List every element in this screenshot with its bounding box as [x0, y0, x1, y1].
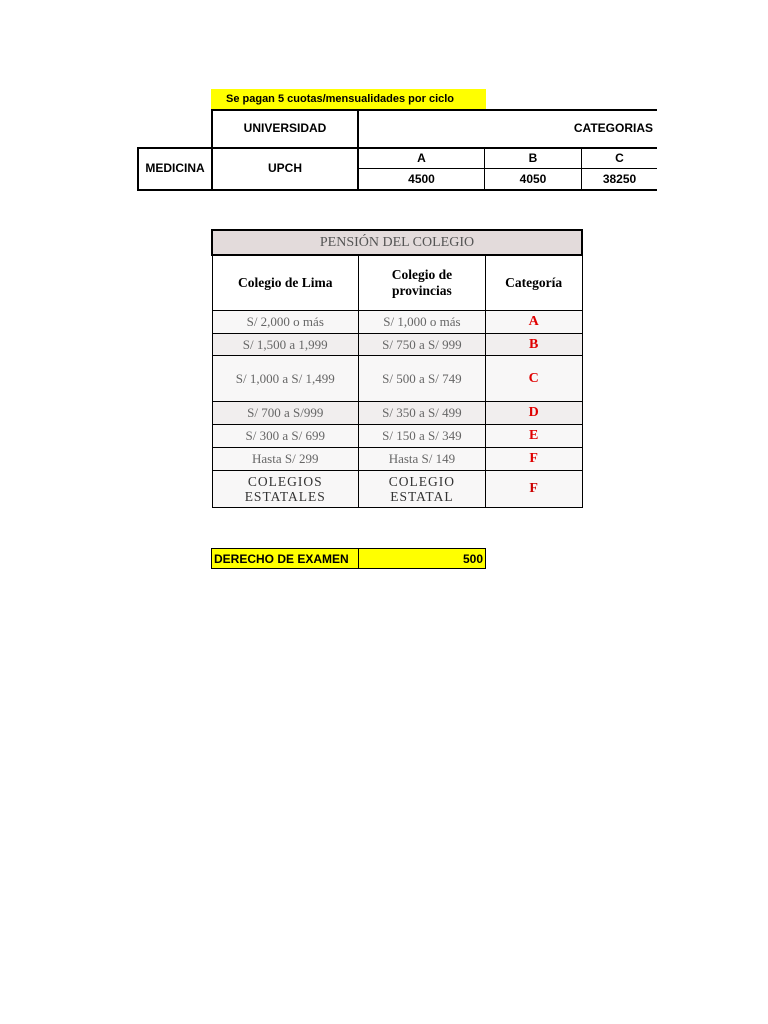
table-row — [212, 334, 582, 356]
provincias-state-school: COLEGIO ESTATAL — [358, 471, 485, 508]
col-header-provincias: Colegio de provincias — [358, 255, 485, 311]
category-letter: C — [485, 356, 582, 402]
pension-table — [211, 229, 583, 508]
category-letter: F — [485, 471, 582, 508]
cuotas-banner: Se pagan 5 cuotas/mensualidades por ciclo — [211, 89, 486, 109]
pension-title: PENSIÓN DEL COLEGIO — [212, 230, 582, 255]
lima-range: Hasta S/ 299 — [212, 448, 358, 471]
exam-fee-label: DERECHO DE EXAMEN — [214, 552, 349, 566]
table-row — [212, 448, 582, 471]
exam-fee-value: 500 — [462, 552, 483, 566]
category-letter: A — [485, 311, 582, 334]
category-letter: E — [485, 425, 582, 448]
exam-fee-divider — [358, 549, 359, 568]
category-b-value: 4050 — [519, 172, 547, 186]
category-letter: F — [485, 448, 582, 471]
category-b-header: B — [528, 151, 538, 165]
lima-range: S/ 1,500 a 1,999 — [212, 334, 358, 356]
lima-range: S/ 1,000 a S/ 1,499 — [212, 356, 358, 402]
category-letter: D — [485, 402, 582, 425]
table-row — [212, 311, 582, 334]
lima-state-school: COLEGIOS ESTATALES — [212, 471, 358, 508]
header-universidad: UNIVERSIDAD — [243, 121, 327, 135]
col-header-categoria: Categoría — [485, 255, 582, 311]
university-upch: UPCH — [267, 161, 302, 175]
category-a-header: A — [417, 151, 426, 165]
provincias-range: S/ 500 a S/ 749 — [358, 356, 485, 402]
category-c-value: 38250 — [602, 172, 637, 186]
lima-range: S/ 300 a S/ 699 — [212, 425, 358, 448]
category-a-value: 4500 — [408, 172, 435, 186]
table-row — [212, 356, 582, 402]
career-medicina: MEDICINA — [145, 161, 205, 175]
col-header-lima: Colegio de Lima — [212, 255, 358, 311]
exam-fee-row — [211, 548, 486, 569]
university-categories-table — [137, 109, 657, 191]
lima-range: S/ 2,000 o más — [212, 311, 358, 334]
category-c-header: C — [615, 151, 624, 165]
provincias-range: S/ 750 a S/ 999 — [358, 334, 485, 356]
table-row — [212, 425, 582, 448]
provincias-range: S/ 150 a S/ 349 — [358, 425, 485, 448]
header-categorias: CATEGORIAS — [573, 121, 653, 135]
provincias-range: S/ 1,000 o más — [358, 311, 485, 334]
lima-range: S/ 700 a S/999 — [212, 402, 358, 425]
category-letter: B — [485, 334, 582, 356]
table-row — [212, 471, 582, 508]
provincias-range: Hasta S/ 149 — [358, 448, 485, 471]
provincias-range: S/ 350 a S/ 499 — [358, 402, 485, 425]
table-row — [212, 402, 582, 425]
